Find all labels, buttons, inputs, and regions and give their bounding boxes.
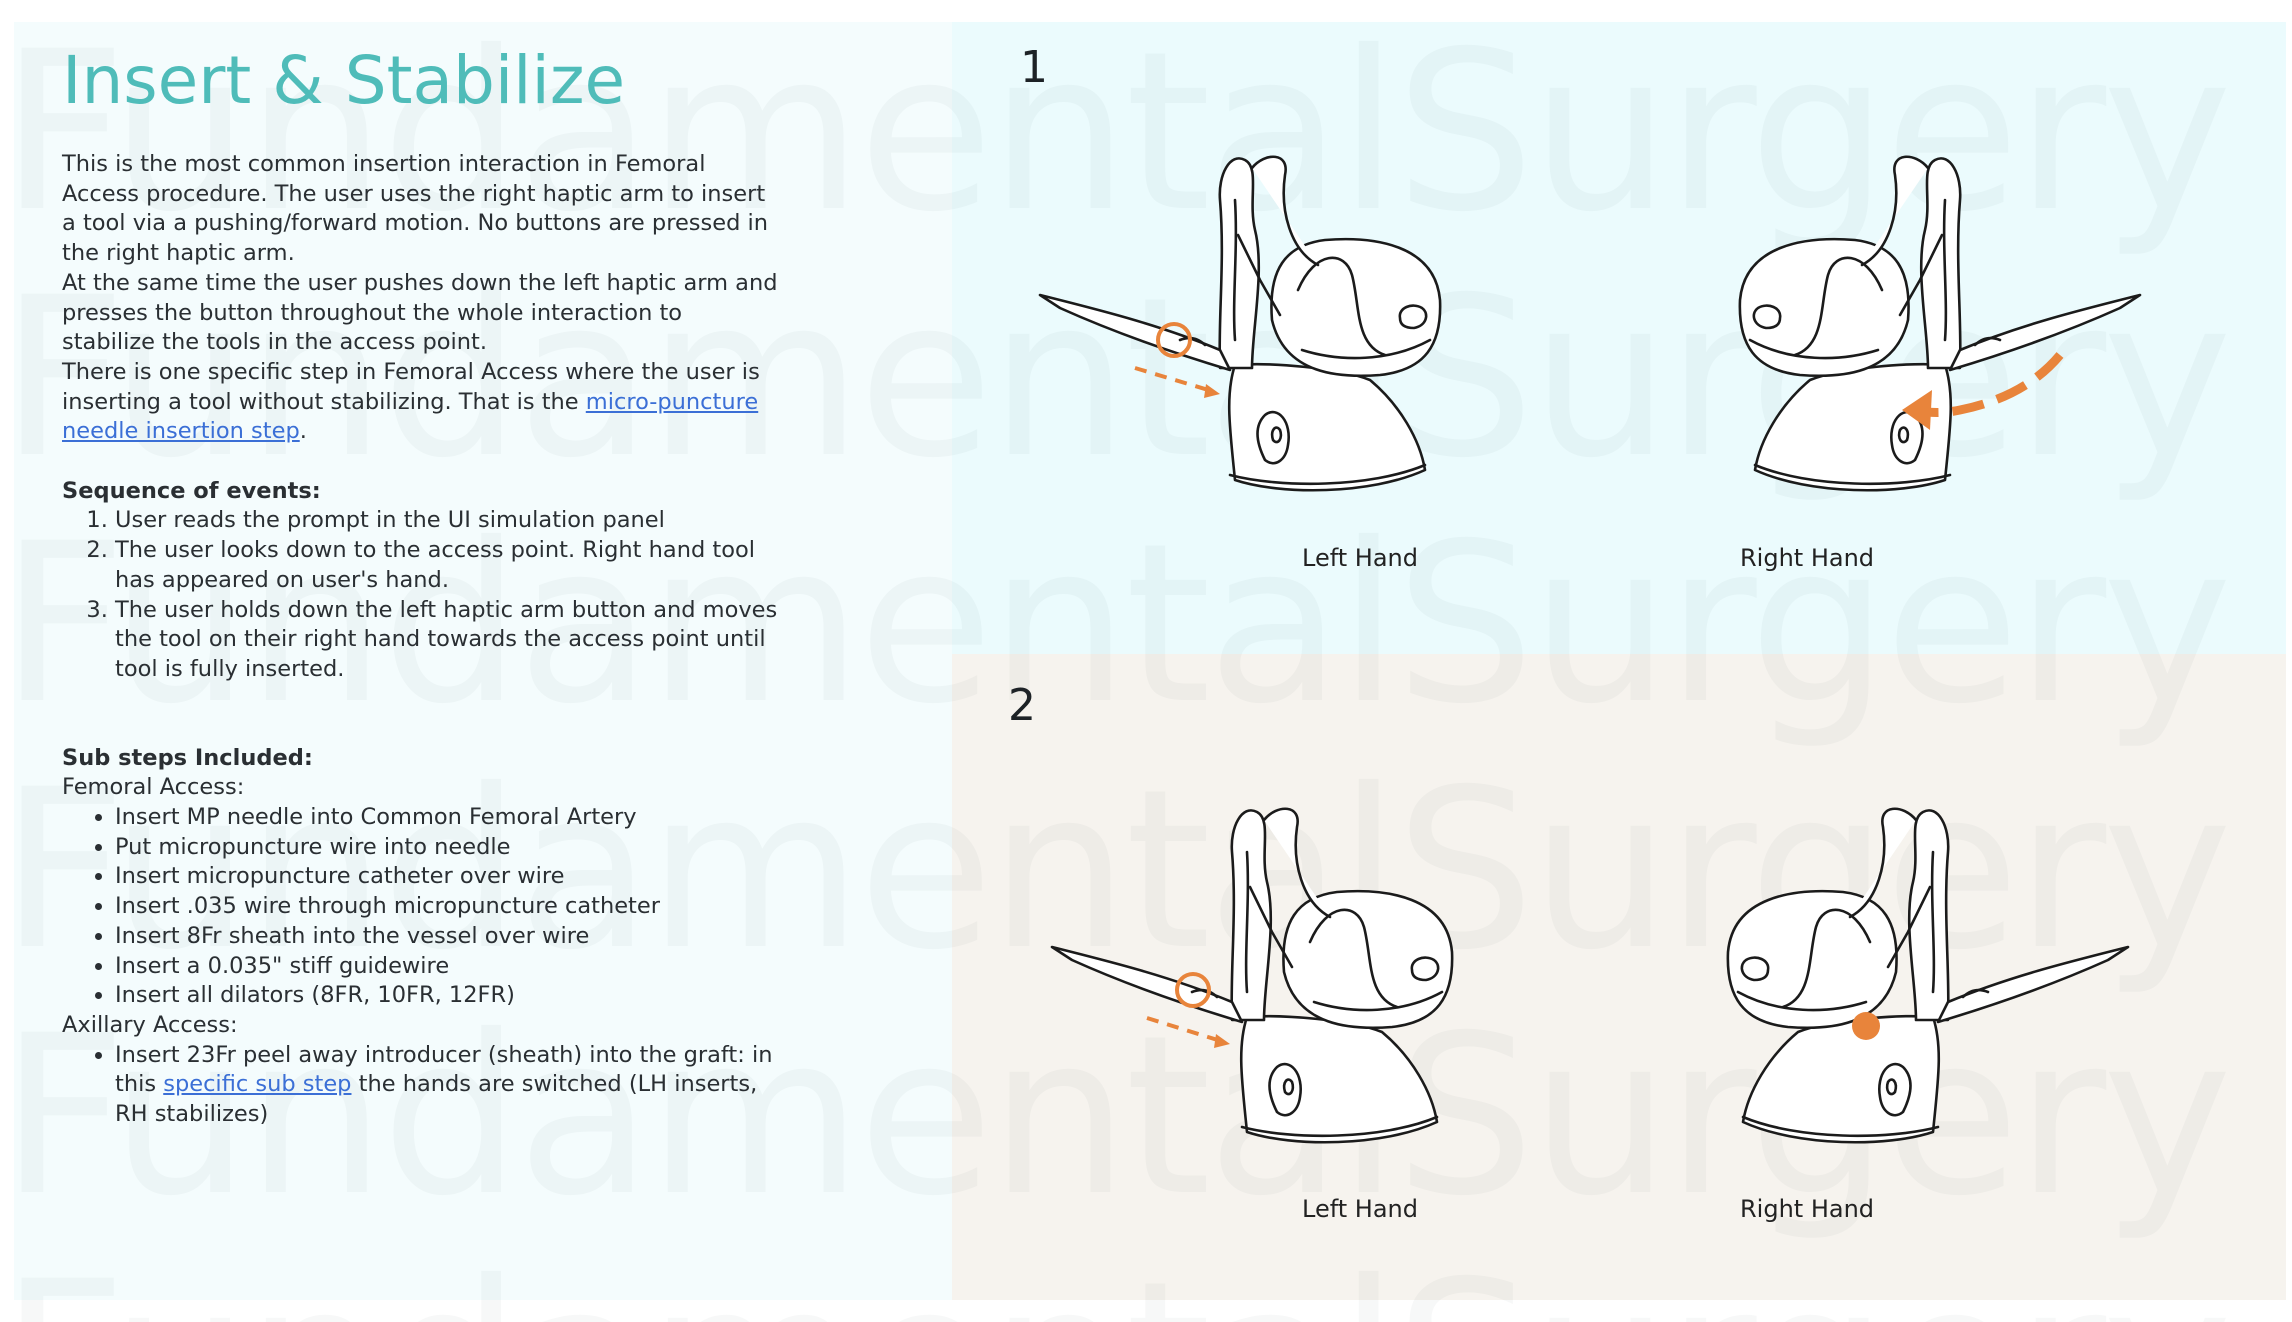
sequence-list [62, 506, 782, 684]
femoral-list [62, 803, 782, 1011]
left-haptic-device-illustration [1052, 792, 1512, 1172]
right-haptic-device-illustration [1680, 140, 2140, 520]
axillary-text: Insert 23Fr peel away introducer (sheath) into the graft: in this [115, 1041, 773, 1098]
axillary-list [62, 1041, 782, 1130]
axillary-item [115, 1041, 782, 1130]
intro-paragraph: At the same time the user pushes down the left haptic arm and presses the button throughout the whole interaction to stabilize the tools in the access point. [62, 269, 778, 356]
axillary-text: the hands are switched (LH inserts, RH stabilizes) [115, 1071, 758, 1128]
specific-sub-step-link[interactable]: specific sub step [163, 1071, 352, 1098]
femoral-item: • Insert micropuncture catheter over wire [115, 862, 782, 892]
sequence-item: 2. The user looks down to the access point. Right hand tool has appeared on user's hand. [115, 536, 782, 595]
right-hand-label: Right Hand [1739, 544, 1875, 572]
intro-text: There is one specific step in Femoral Access where the user is inserting a tool without stabilizing. That is the [62, 358, 760, 415]
intro-text: . [299, 418, 307, 445]
intro-paragraph [62, 358, 782, 447]
left-haptic-device-illustration [1040, 140, 1500, 520]
femoral-item: • Insert .035 wire through micropuncture catheter [115, 892, 782, 922]
text-column [62, 40, 782, 1130]
femoral-item: • Insert a 0.035" stiff guidewire [115, 952, 782, 982]
left-hand-label: Left Hand [1302, 1195, 1418, 1223]
axillary-label: Axillary Access: [62, 1011, 238, 1038]
femoral-label: Femoral Access: [62, 774, 245, 801]
step-number-2: 2 [1008, 680, 1036, 731]
right-haptic-device-illustration [1668, 792, 2128, 1172]
description [62, 150, 782, 1130]
step-number-1: 1 [1020, 42, 1048, 93]
page-title: Insert & Stabilize [62, 42, 626, 119]
femoral-item: • Insert all dilators (8FR, 10FR, 12FR) [115, 981, 782, 1011]
intro-paragraph: This is the most common insertion interaction in Femoral Access procedure. The user uses the right haptic arm to insert a tool via a pushing/forward motion. No buttons are pressed in the right haptic arm. [62, 151, 769, 267]
micropuncture-step-link[interactable]: micro-puncture needle insertion step [62, 388, 759, 445]
femoral-item: • Insert 8Fr sheath into the vessel over wire [115, 922, 782, 952]
right-hand-label: Right Hand [1739, 1195, 1875, 1223]
femoral-item: • Insert MP needle into Common Femoral Artery [115, 803, 782, 833]
sequence-item: 1. User reads the prompt in the UI simulation panel [115, 506, 782, 536]
femoral-item: • Put micropuncture wire into needle [115, 833, 782, 863]
substeps-heading: Sub steps Included: [62, 744, 313, 771]
sequence-item: 3. The user holds down the left haptic arm button and moves the tool on their right hand towards the access point until tool is fully inserted. [115, 596, 782, 685]
sequence-heading: Sequence of events: [62, 477, 321, 504]
left-hand-label: Left Hand [1302, 544, 1418, 572]
